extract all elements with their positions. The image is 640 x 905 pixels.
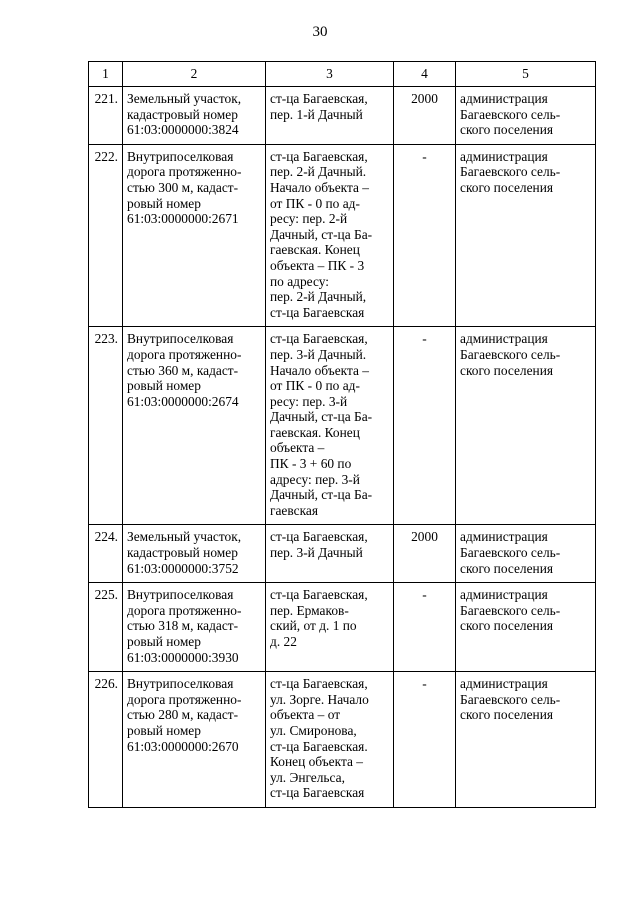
table-row bbox=[89, 327, 596, 525]
column-header-3: 3 bbox=[266, 62, 394, 87]
object-location: ст-ца Багаевская, пер. 3-й Дачный. Начало объекта – от ПК - 0 по ад- ресу: пер. 3-й Дачный, ст-ца Ба- гаевская. Конец объекта – ПК - 3 + 60 по адресу: пер. 3-й Дачный, ст-ца Ба- гаевская bbox=[266, 327, 394, 525]
object-owner: администрация Багаевского сель- ского поселения bbox=[456, 87, 596, 145]
object-area: 2000 bbox=[394, 87, 456, 145]
object-name: Земельный участок, кадастровый номер 61:03:0000000:3824 bbox=[123, 87, 266, 145]
row-number: 224. bbox=[89, 525, 123, 583]
object-owner: администрация Багаевского сель- ского поселения bbox=[456, 525, 596, 583]
table-header-row bbox=[89, 62, 596, 87]
object-name: Внутрипоселковая дорога протяженно- стью 360 м, кадаст- ровый номер 61:03:0000000:2674 bbox=[123, 327, 266, 525]
row-number: 225. bbox=[89, 583, 123, 672]
table-row bbox=[89, 87, 596, 145]
table-row bbox=[89, 144, 596, 327]
column-header-2: 2 bbox=[123, 62, 266, 87]
object-owner: администрация Багаевского сель- ского поселения bbox=[456, 672, 596, 808]
object-location: ст-ца Багаевская, пер. Ермаков- ский, от д. 1 по д. 22 bbox=[266, 583, 394, 672]
object-area: - bbox=[394, 327, 456, 525]
column-header-1: 1 bbox=[89, 62, 123, 87]
row-number: 226. bbox=[89, 672, 123, 808]
page-number: 30 bbox=[312, 24, 328, 40]
object-owner: администрация Багаевского сель- ского поселения bbox=[456, 327, 596, 525]
object-area: - bbox=[394, 583, 456, 672]
row-number: 221. bbox=[89, 87, 123, 145]
object-location: ст-ца Багаевская, пер. 1-й Дачный bbox=[266, 87, 394, 145]
object-area: - bbox=[394, 672, 456, 808]
object-area: - bbox=[394, 144, 456, 327]
table-row bbox=[89, 525, 596, 583]
object-name: Внутрипоселковая дорога протяженно- стью 300 м, кадаст- ровый номер 61:03:0000000:2671 bbox=[123, 144, 266, 327]
object-name: Внутрипоселковая дорога протяженно- стью 318 м, кадаст- ровый номер 61:03:0000000:3930 bbox=[123, 583, 266, 672]
object-name: Земельный участок, кадастровый номер 61:03:0000000:3752 bbox=[123, 525, 266, 583]
property-table bbox=[88, 61, 596, 808]
object-location: ст-ца Багаевская, пер. 2-й Дачный. Начало объекта – от ПК - 0 по ад- ресу: пер. 2-й Дачный, ст-ца Ба- гаевская. Конец объекта – ПК - 3 по адресу: пер. 2-й Дачный, ст-ца Багаевская bbox=[266, 144, 394, 327]
object-location: ст-ца Багаевская, пер. 3-й Дачный bbox=[266, 525, 394, 583]
object-owner: администрация Багаевского сель- ского поселения bbox=[456, 144, 596, 327]
table-row bbox=[89, 672, 596, 808]
column-header-4: 4 bbox=[394, 62, 456, 87]
object-location: ст-ца Багаевская, ул. Зорге. Начало объекта – от ул. Смиронова, ст-ца Багаевская. Конец объекта – ул. Энгельса, ст-ца Багаевская bbox=[266, 672, 394, 808]
object-owner: администрация Багаевского сель- ского поселения bbox=[456, 583, 596, 672]
row-number: 223. bbox=[89, 327, 123, 525]
object-area: 2000 bbox=[394, 525, 456, 583]
row-number: 222. bbox=[89, 144, 123, 327]
object-name: Внутрипоселковая дорога протяженно- стью 280 м, кадаст- ровый номер 61:03:0000000:2670 bbox=[123, 672, 266, 808]
column-header-5: 5 bbox=[456, 62, 596, 87]
table-row bbox=[89, 583, 596, 672]
